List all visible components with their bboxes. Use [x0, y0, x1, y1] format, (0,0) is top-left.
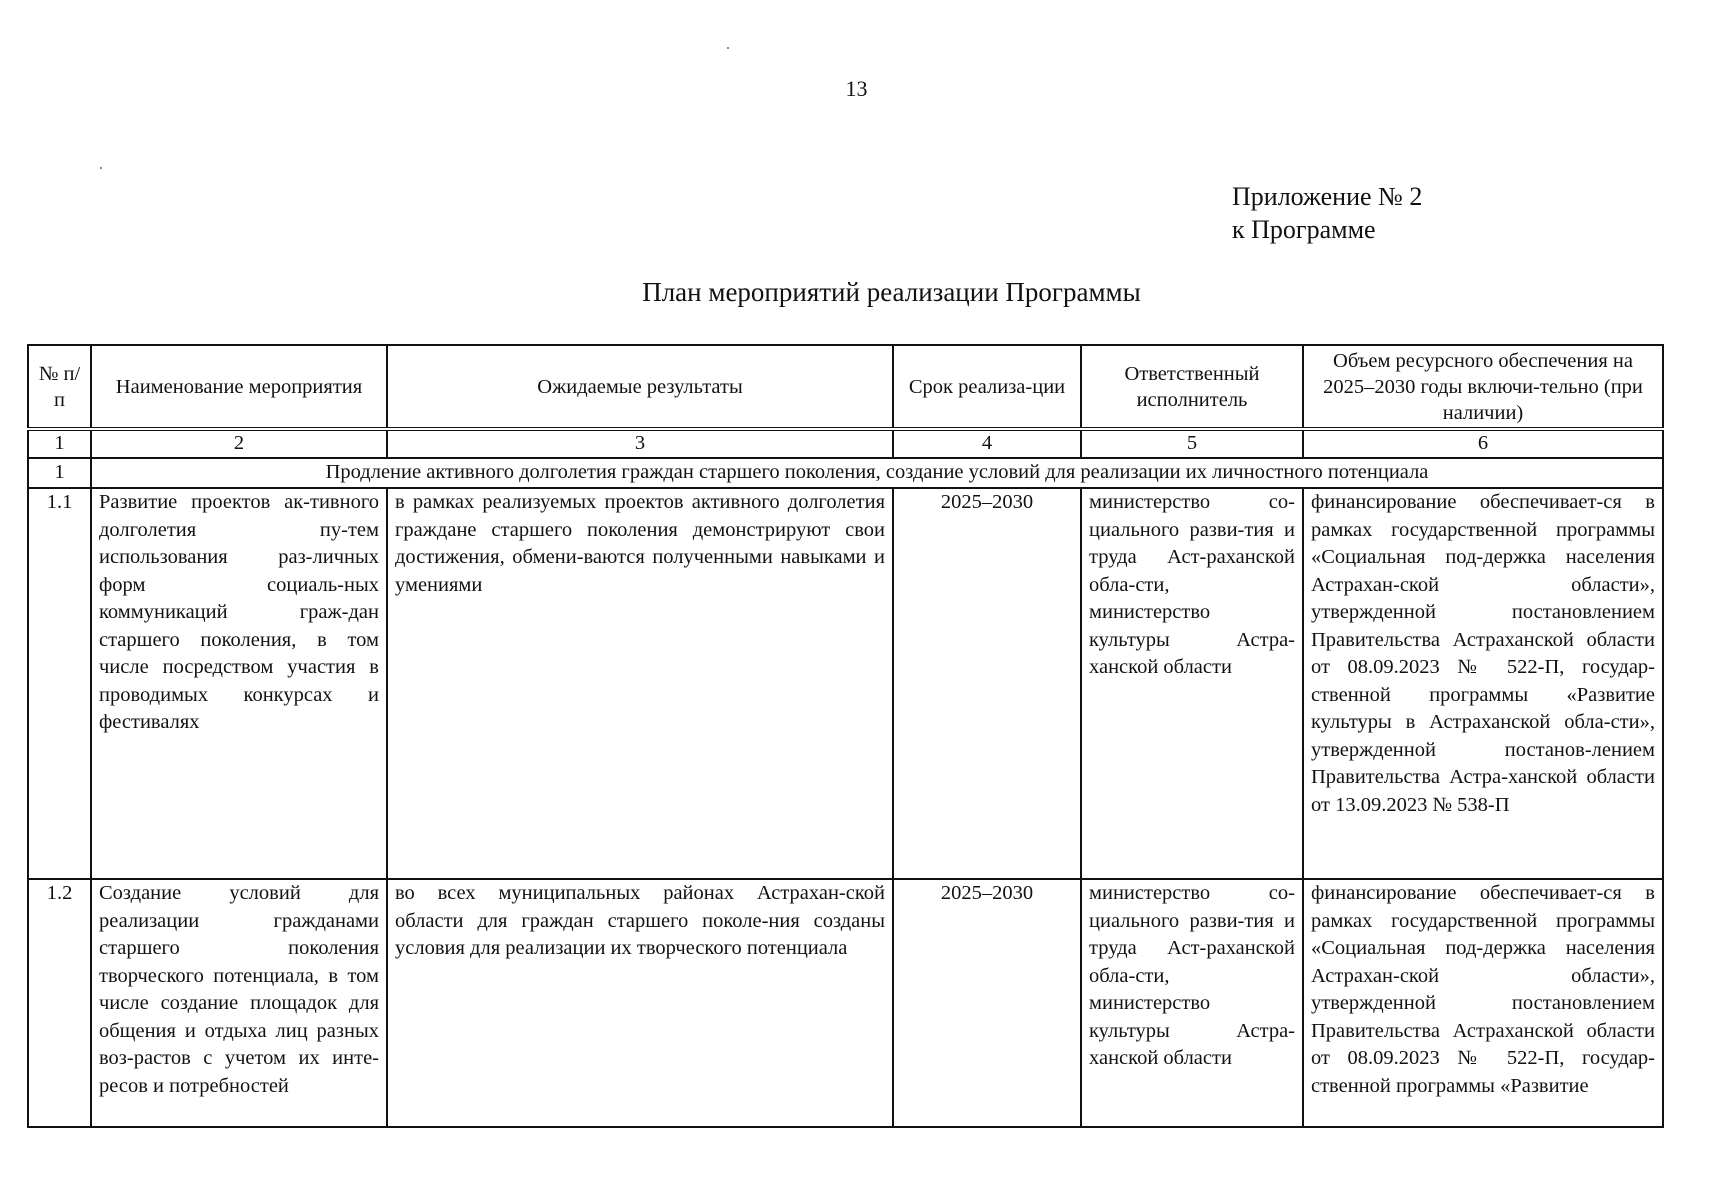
responsible-executor: министерство со-циального разви-тия и труда Аст-раханской обла-сти, министерство культуры Астра-ханской области [1081, 879, 1303, 1127]
column-number: 4 [893, 429, 1081, 458]
row-number: 1.2 [28, 879, 91, 1127]
header-cell-executor: Ответственный исполнитель [1081, 345, 1303, 429]
header-cell-number: № п/п [28, 345, 91, 429]
section-row [28, 458, 1663, 488]
page-number: 13 [845, 76, 868, 101]
column-number: 5 [1081, 429, 1303, 458]
scan-speck [100, 167, 102, 169]
header-cell-results: Ожидаемые результаты [387, 345, 893, 429]
section-number: 1 [28, 458, 91, 488]
row-number: 1.1 [28, 488, 91, 879]
column-number: 3 [387, 429, 893, 458]
resource-provision: финансирование обеспечивает-ся в рамках государственной программы «Социальная под-держка населения Астрахан-ской области», утвержденной постановлением Правительства Астраханской области от 08.09.2023 № 522-П, государ-ственной программы «Развитие культуры в Астраханской обла-сти», утвержденной постанов-лением Правительства Астра-ханской области от 13.09.2023 № 538-П [1303, 488, 1663, 879]
implementation-term: 2025–2030 [893, 879, 1081, 1127]
action-plan-table [27, 344, 1664, 1128]
appendix-line-2: к Программе [1232, 215, 1376, 244]
activity-name: Создание условий для реализации гражданами старшего поколения творческого потенциала, в том числе создание площадок для общения и отдыха лиц разных воз-растов с учетом их инте-ресов и потребностей [91, 879, 387, 1127]
appendix-line-1: Приложение № 2 [1232, 182, 1423, 211]
header-cell-resources: Объем ресурсного обеспечения на 2025–2030 годы включи-тельно (при наличии) [1303, 345, 1663, 429]
header-row [28, 345, 1663, 429]
table-row [28, 488, 1663, 879]
column-number-row [28, 429, 1663, 458]
expected-results: во всех муниципальных районах Астрахан-ской области для граждан старшего поколе-ния созданы условия для реализации их творческого потенциала [387, 879, 893, 1127]
header-cell-term: Срок реализа-ции [893, 345, 1081, 429]
appendix-note [1232, 180, 1422, 246]
activity-name: Развитие проектов ак-тивного долголетия пу-тем использования раз-личных форм социаль-ных коммуникаций граж-дан старшего поколения, в том числе посредством участия в проводимых конкурсах и фестивалях [91, 488, 387, 879]
header-cell-name: Наименование мероприятия [91, 345, 387, 429]
column-number: 1 [28, 429, 91, 458]
document-title: План мероприятий реализации Программы [642, 277, 1141, 307]
resource-provision: финансирование обеспечивает-ся в рамках государственной программы «Социальная под-держка населения Астрахан-ской области», утвержденной постановлением Правительства Астраханской области от 08.09.2023 № 522-П, государ-ственной программы «Развитие [1303, 879, 1663, 1127]
table-row [28, 879, 1663, 1127]
responsible-executor: министерство со-циального разви-тия и труда Аст-раханской обла-сти, министерство культуры Астра-ханской области [1081, 488, 1303, 879]
scan-speck [727, 47, 729, 49]
column-number: 2 [91, 429, 387, 458]
implementation-term: 2025–2030 [893, 488, 1081, 879]
column-number: 6 [1303, 429, 1663, 458]
expected-results: в рамках реализуемых проектов активного долголетия граждане старшего поколения демонстрируют свои достижения, обмени-ваются полученными навыками и умениями [387, 488, 893, 879]
section-title: Продление активного долголетия граждан старшего поколения, создание условий для реализации их личностного потенциала [91, 458, 1663, 488]
